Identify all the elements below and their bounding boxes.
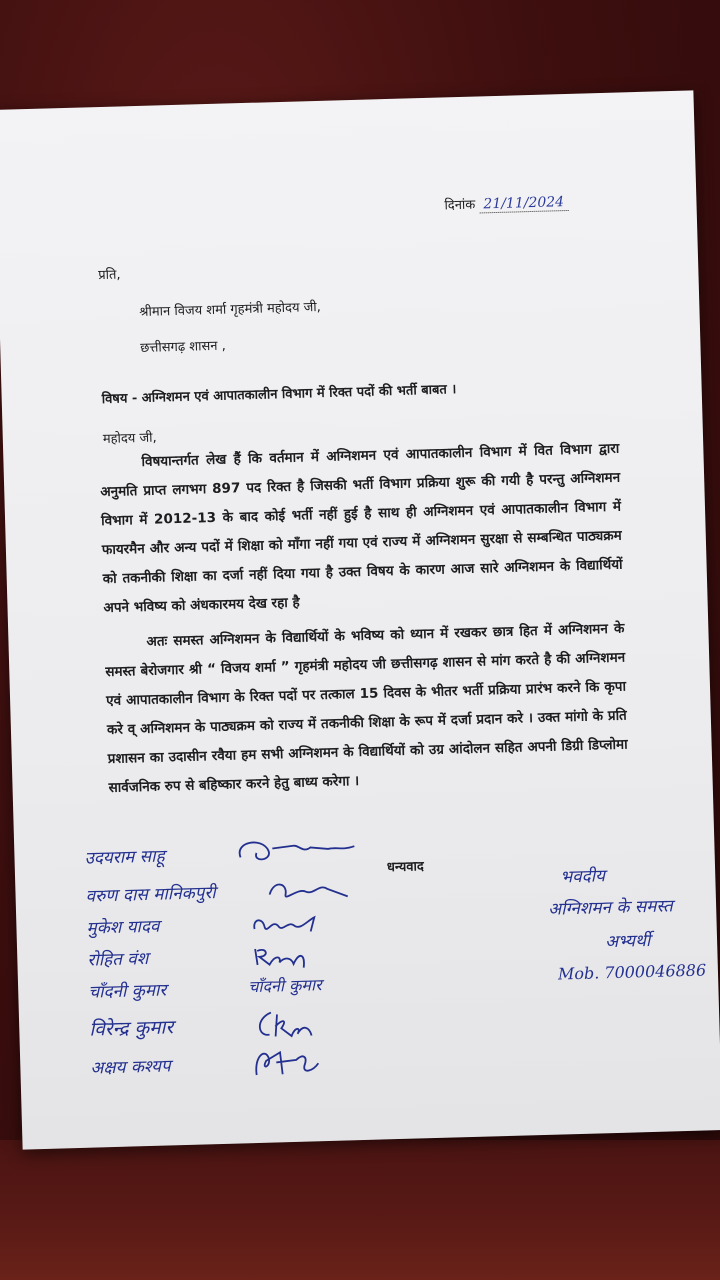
signatory-name-7: अक्षय कश्यप <box>90 1056 171 1079</box>
letter-page <box>0 90 720 1149</box>
signatory-name-2: वरुण दास मानिकपुरी <box>85 883 216 907</box>
closing-abhyarthi: अभ्यर्थी <box>604 930 651 953</box>
signature-2 <box>263 872 354 907</box>
prati-label: प्रति, <box>98 267 121 284</box>
signature-5: चाँदनी कुमार <box>247 975 322 997</box>
closing-samast: अग्निशमन के समस्त <box>547 896 673 920</box>
thanks-label: धन्यवाद <box>386 859 424 876</box>
signature-4 <box>249 939 320 971</box>
mobile-number: Mob. 7000046886 <box>557 960 707 984</box>
signature-3 <box>248 907 329 939</box>
signatory-name-1: उदयराम साहू <box>84 846 165 869</box>
signature-7 <box>246 1043 327 1081</box>
table-cloth <box>0 1140 720 1280</box>
paragraph-1: विषयान्तर्गत लेख हैं कि वर्तमान में अग्निशमन एवं आपातकालीन विभाग में वित विभाग द्वारा अनुमति प्राप्त लगभग 897 पद रिक्त है जिसकी भर्ती विभाग प्रक्रिया शुरू की गयी है परन्तु अग्निशमन विभाग में 2012-13 के बाद कोई भर्ती नहीं हुई है साथ ही अग्निशमन एवं आपातकालीन विभाग में फायरमैन और अन्य पदों में शिक्षा को माँगा नहीं गया एवं राज्य में अग्निशमन सुरक्षा से सम्बन्धित पाठ्यक्रम को तकनीकी शिक्षा का दर्जा नहीं दिया गया है उक्त विषय के कारण आज सारे अग्निशमन के विद्यार्थियों अपने भविष्य को अंधकारमय देख रहा है <box>100 440 623 617</box>
signature-1 <box>232 830 363 868</box>
date-label: दिनांक <box>444 197 476 214</box>
paragraph-2: अतः समस्त अग्निशमन के विद्यार्थियों के भविष्य को ध्यान में रखकर छात्र हित में अग्निशमन के समस्त बेरोजगार श्री “ विजय शर्मा ” गृहमंत्री महोदय जी छत्तीसगढ़ शासन से मांग करते है की अग्निशमन एवं आपातकालीन विभाग के रिक्त पदों पर तत्काल 15 दिवस के भीतर भर्ती प्रक्रिया प्रारंभ करने कि कृपा करे व् अग्निशमन के पाठ्यक्रम को राज्य में तकनीकी शिक्षा के रूप में दर्जा प्रदान करे । उक्त मांगो के प्रति प्रशासन का उदासीन रवैया हम सभी अग्निशमन के विद्यार्थियों को उग्र आंदोलन सहित अपनी डिग्री डिप्लोमा सार्वजनिक रुप से बहिष्कार करने हेतु बाध्य करेगा । <box>105 620 628 797</box>
recipient-line-1: श्रीमान विजय शर्मा गृहमंत्री महोदय जी, <box>139 299 321 320</box>
signatory-name-3: मुकेश यादव <box>86 916 160 939</box>
signature-6 <box>251 1005 322 1043</box>
signatory-name-6: विरेन्द्र कुमार <box>89 1016 174 1041</box>
signatory-name-5: चाँदनी कुमार <box>88 980 167 1003</box>
salutation: महोदय जी, <box>102 430 157 448</box>
date-value: 21/11/2024 <box>479 194 568 213</box>
date-line <box>444 192 568 213</box>
signatory-name-4: रोहित वंश <box>87 948 149 971</box>
subject-line: विषय - अग्निशमन एवं आपातकालीन विभाग में रिक्त पदों की भर्ती बाबत । <box>101 382 457 408</box>
closing-bhavdiy: भवदीय <box>559 866 606 888</box>
recipient-line-2: छत्तीसगढ़ शासन , <box>140 338 227 356</box>
